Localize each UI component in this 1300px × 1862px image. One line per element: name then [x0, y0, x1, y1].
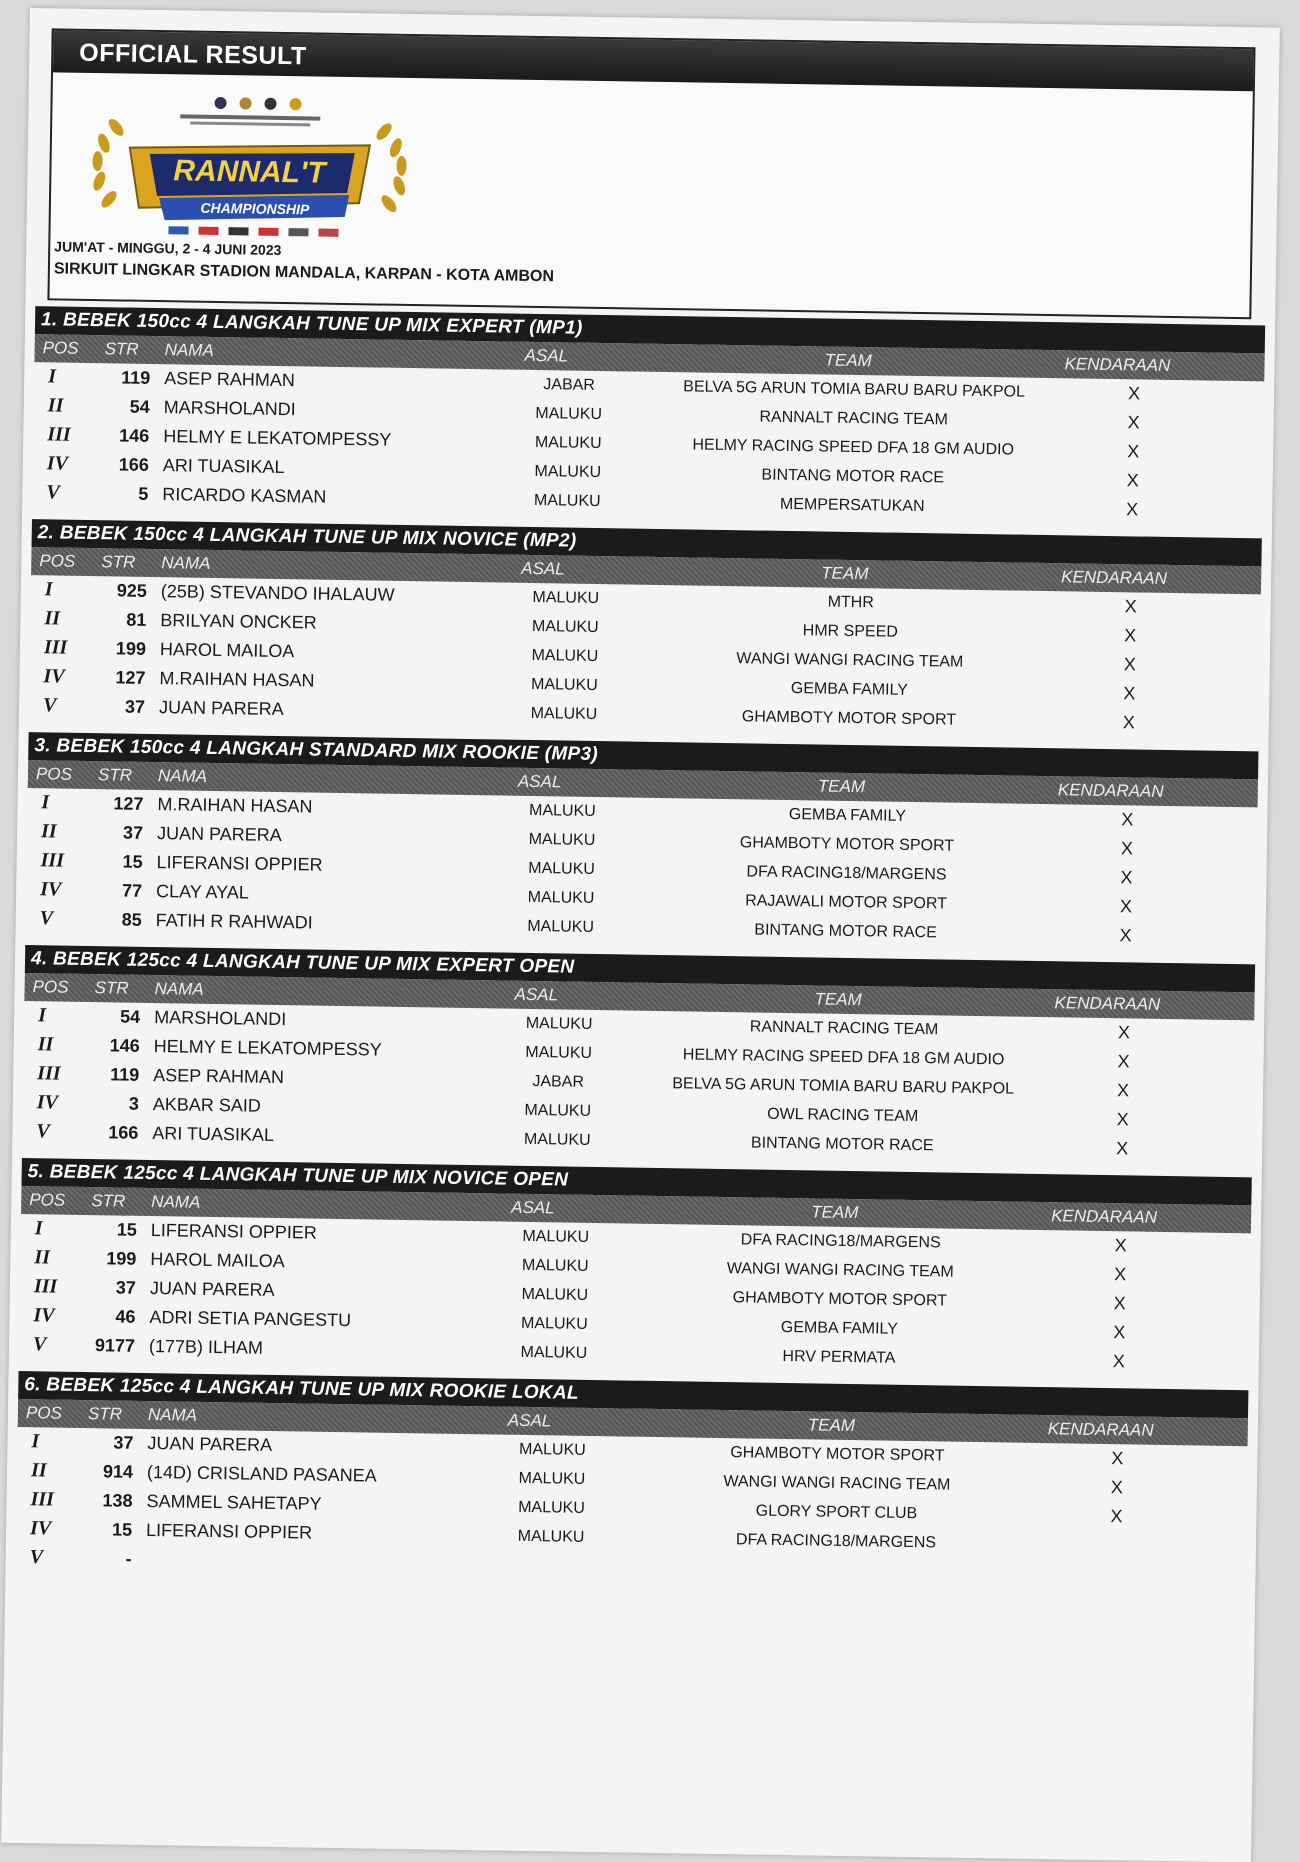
start-number-cell: 199	[115, 638, 147, 659]
origin-cell: MALUKU	[518, 1469, 586, 1488]
team-cell: GEMBA FAMILY	[780, 1318, 899, 1338]
column-header-asal: ASAL	[521, 558, 565, 579]
origin-cell: JABAR	[532, 1073, 585, 1091]
column-header-team: TEAM	[824, 350, 872, 371]
position-cell: IV	[36, 1091, 59, 1114]
team-cell: BINTANG MOTOR RACE	[750, 1134, 934, 1155]
column-header-str: STR	[91, 1191, 126, 1211]
rider-name-cell: ASEP RAHMAN	[164, 368, 296, 391]
vehicle-check-cell: X	[1120, 867, 1133, 888]
team-cell: HELMY RACING SPEED DFA 18 GM AUDIO	[692, 436, 1015, 459]
position-cell: III	[40, 849, 65, 872]
column-header-nama: NAMA	[147, 1405, 198, 1425]
rider-name-cell: (25B) STEVANDO IHALAUW	[160, 581, 395, 605]
vehicle-check-cell: X	[1111, 1448, 1124, 1469]
vehicle-check-cell: X	[1126, 470, 1139, 491]
result-section	[15, 1371, 1248, 1591]
column-header-nama: NAMA	[154, 979, 204, 999]
team-cell: OWL RACING TEAM	[767, 1105, 919, 1126]
start-number-cell: 46	[115, 1306, 136, 1327]
team-cell: HRV PERMATA	[782, 1347, 896, 1367]
result-sheet	[1, 8, 1280, 1862]
rider-name-cell: M.RAIHAN HASAN	[157, 794, 313, 817]
result-rows	[25, 788, 1257, 952]
start-number-cell: 127	[113, 793, 144, 814]
column-header-asal: ASAL	[514, 984, 559, 1005]
column-header-pos: POS	[25, 1403, 62, 1423]
rider-name-cell: SAMMEL SAHETAPY	[146, 1491, 322, 1514]
rider-name-cell: CLAY AYAL	[155, 881, 250, 903]
origin-cell: MALUKU	[518, 1498, 585, 1517]
header-bar	[53, 30, 1254, 91]
rider-name-cell: JUAN PARERA	[158, 697, 284, 720]
vehicle-check-cell: X	[1127, 412, 1140, 433]
start-number-cell: 5	[138, 483, 149, 504]
origin-cell: JABAR	[543, 376, 596, 394]
origin-cell: MALUKU	[528, 830, 596, 849]
vehicle-check-cell: X	[1116, 1109, 1129, 1130]
position-cell: V	[36, 1120, 50, 1143]
result-section	[19, 1158, 1252, 1378]
start-number-cell: 54	[119, 1006, 141, 1027]
team-cell: BINTANG MOTOR RACE	[754, 921, 937, 942]
column-header-asal: ASAL	[524, 345, 569, 366]
column-header-pos: POS	[39, 551, 76, 571]
rider-name-cell: M.RAIHAN HASAN	[159, 668, 315, 691]
position-cell: IV	[46, 452, 69, 475]
start-number-cell: 77	[121, 880, 143, 901]
team-cell: GLORY SPORT CLUB	[755, 1502, 918, 1523]
team-cell: BELVA 5G ARUN TOMIA BARU BARU PAKPOL	[672, 1075, 1015, 1098]
start-number-cell: 119	[110, 1064, 140, 1085]
team-cell: GEMBA FAMILY	[788, 806, 907, 825]
origin-cell: MALUKU	[525, 1043, 593, 1062]
team-cell: WANGI WANGI RACING TEAM	[736, 650, 964, 671]
column-header-pos: POS	[42, 338, 79, 358]
rider-name-cell: ARI TUASIKAL	[162, 455, 285, 478]
vehicle-check-cell: X	[1116, 1080, 1130, 1101]
column-header-kendaraan: KENDARAAN	[1054, 993, 1161, 1014]
rider-name-cell: MARSHOLANDI	[163, 397, 296, 420]
start-number-cell: 166	[108, 1122, 139, 1143]
position-cell: II	[40, 820, 57, 843]
column-header-str: STR	[101, 552, 136, 572]
column-header-team: TEAM	[821, 563, 869, 584]
team-cell: DFA RACING18/MARGENS	[735, 1531, 937, 1552]
svg-text:RANNAL'T: RANNAL'T	[173, 154, 326, 190]
result-section	[32, 306, 1265, 526]
vehicle-check-cell: X	[1124, 596, 1137, 617]
position-cell: II	[34, 1246, 51, 1269]
vehicle-check-cell: X	[1126, 499, 1139, 520]
team-cell: MEMPERSATUKAN	[779, 495, 925, 516]
team-cell: HMR SPEED	[802, 622, 898, 641]
team-cell: DFA RACING18/MARGENS	[746, 863, 947, 884]
vehicle-check-cell: X	[1127, 383, 1141, 404]
result-rows	[29, 575, 1261, 739]
origin-cell: MALUKU	[535, 404, 603, 424]
vehicle-check-cell: X	[1114, 1264, 1127, 1285]
start-number-cell: 146	[119, 425, 150, 446]
vehicle-check-cell: X	[1122, 712, 1136, 733]
rider-name-cell: LIFERANSI OPPIER	[150, 1220, 318, 1243]
origin-cell: MALUKU	[523, 1130, 591, 1149]
start-number-cell: 925	[116, 580, 148, 601]
position-cell: I	[44, 578, 53, 601]
start-number-cell: 15	[122, 851, 143, 872]
rider-name-cell: ARI TUASIKAL	[152, 1123, 275, 1145]
rider-name-cell: AKBAR SAID	[152, 1094, 261, 1116]
start-number-cell: 138	[102, 1490, 133, 1511]
position-cell: V	[46, 481, 60, 504]
column-header-team: TEAM	[811, 1202, 859, 1223]
rider-name-cell: FATIH R RAHWADI	[155, 910, 313, 933]
origin-cell: MALUKU	[528, 801, 596, 820]
rider-name-cell: RICARDO KASMAN	[162, 484, 327, 507]
position-cell: IV	[39, 878, 62, 901]
rider-name-cell: JUAN PARERA	[156, 823, 282, 846]
origin-cell: MALUKU	[533, 491, 601, 511]
start-number-cell: 37	[122, 822, 144, 843]
vehicle-check-cell: X	[1119, 925, 1132, 946]
team-cell: GHAMBOTY MOTOR SPORT	[730, 1444, 945, 1465]
rider-name-cell: LIFERANSI OPPIER	[156, 852, 323, 875]
column-header-team: TEAM	[814, 989, 862, 1010]
result-section	[25, 732, 1258, 952]
team-cell: HELMY RACING SPEED DFA 18 GM AUDIO	[682, 1046, 1005, 1069]
event-date: JUM'AT - MINGGU, 2 - 4 JUNI 2023	[54, 238, 282, 258]
result-rows	[15, 1427, 1247, 1591]
origin-cell: MALUKU	[528, 859, 596, 878]
svg-text:CHAMPIONSHIP: CHAMPIONSHIP	[200, 199, 310, 218]
position-cell: V	[42, 694, 57, 717]
section-title: 5. BEBEK 125cc 4 LANGKAH TUNE UP MIX NOVICE OPEN	[21, 1158, 1251, 1205]
result-section	[29, 519, 1262, 739]
vehicle-check-cell	[1086, 1560, 1146, 1561]
origin-cell: MALUKU	[521, 1285, 589, 1304]
rider-name-cell: JUAN PARERA	[149, 1278, 275, 1300]
start-number-cell: 119	[121, 367, 151, 388]
column-header-asal: ASAL	[511, 1197, 555, 1218]
column-header-nama: NAMA	[151, 1192, 201, 1212]
result-section	[22, 945, 1255, 1165]
start-number-cell: 9177	[94, 1335, 136, 1356]
result-rows	[32, 362, 1264, 526]
rider-name-cell: LIFERANSI OPPIER	[145, 1520, 313, 1543]
column-header-pos: POS	[32, 977, 69, 997]
origin-cell: MALUKU	[522, 1227, 590, 1246]
origin-cell: MALUKU	[521, 1256, 589, 1275]
origin-cell: MALUKU	[530, 704, 598, 723]
position-cell: I	[41, 791, 50, 814]
position-cell: III	[47, 423, 71, 446]
vehicle-check-cell: X	[1123, 654, 1136, 675]
section-title: 6. BEBEK 125cc 4 LANGKAH TUNE UP MIX ROOKIE LOKAL	[18, 1371, 1248, 1418]
team-cell: GHAMBOTY MOTOR SPORT	[741, 708, 957, 729]
rider-name-cell: JUAN PARERA	[147, 1433, 273, 1455]
column-header-nama: NAMA	[157, 766, 208, 786]
team-cell: WANGI WANGI RACING TEAM	[726, 1260, 954, 1281]
start-number-cell: 914	[102, 1461, 134, 1482]
origin-cell: MALUKU	[531, 617, 599, 637]
page-title: OFFICIAL RESULT	[79, 38, 307, 71]
start-number-cell: 37	[115, 1277, 137, 1298]
origin-cell: MALUKU	[520, 1314, 588, 1333]
origin-cell: MALUKU	[527, 917, 595, 936]
column-header-kendaraan: KENDARAAN	[1051, 1206, 1158, 1227]
event-venue: SIRKUIT LINGKAR STADION MANDALA, KARPAN - KOTA AMBON	[53, 260, 555, 286]
position-cell: II	[44, 607, 61, 630]
position-cell: IV	[43, 665, 65, 688]
team-cell: WANGI WANGI RACING TEAM	[723, 1473, 951, 1494]
rider-name-cell: HELMY E LEKATOMPESSY	[163, 426, 392, 450]
vehicle-check-cell: X	[1126, 441, 1140, 462]
team-cell: BELVA 5G ARUN TOMIA BARU BARU PAKPOL	[683, 378, 1026, 401]
rider-name-cell: (177B) ILHAM	[148, 1336, 264, 1358]
column-header-str: STR	[97, 765, 133, 785]
start-number-cell: 54	[129, 396, 150, 417]
result-rows	[19, 1214, 1251, 1378]
header-box	[47, 28, 1255, 319]
vehicle-check-cell: X	[1121, 809, 1134, 830]
team-cell: RANNALT RACING TEAM	[749, 1018, 939, 1039]
start-number-cell: 85	[121, 909, 142, 930]
position-cell: I	[31, 1430, 40, 1453]
position-cell: V	[29, 1546, 44, 1569]
column-header-asal: ASAL	[517, 771, 562, 792]
position-cell: V	[32, 1333, 47, 1356]
start-number-cell: 166	[118, 454, 149, 475]
column-header-pos: POS	[35, 764, 73, 784]
vehicle-check-cell: X	[1110, 1506, 1123, 1527]
column-header-kendaraan: KENDARAAN	[1064, 354, 1171, 375]
column-header-nama: NAMA	[161, 553, 211, 573]
vehicle-check-cell: X	[1110, 1477, 1124, 1498]
section-title: 4. BEBEK 125cc 4 LANGKAH TUNE UP MIX EXPERT OPEN	[25, 945, 1255, 992]
column-header-kendaraan: KENDARAAN	[1061, 567, 1168, 588]
start-number-cell: 3	[128, 1093, 139, 1114]
start-number-cell: 15	[116, 1219, 137, 1240]
rider-name-cell: ADRI SETIA PANGESTU	[149, 1307, 352, 1331]
start-number-cell: 15	[111, 1519, 133, 1540]
championship-logo	[68, 89, 430, 255]
team-cell: MTHR	[827, 593, 875, 612]
position-cell: I	[48, 365, 57, 388]
team-cell: RANNALT RACING TEAM	[759, 408, 949, 429]
position-cell: II	[37, 1033, 54, 1056]
position-cell: IV	[29, 1517, 52, 1540]
section-title: 2. BEBEK 150cc 4 LANGKAH TUNE UP MIX NOVICE (MP2)	[32, 519, 1262, 566]
rider-name-cell: HAROL MAILOA	[159, 639, 295, 662]
vehicle-check-cell: X	[1117, 1022, 1131, 1043]
vehicle-check-cell: X	[1114, 1235, 1127, 1256]
position-cell: III	[43, 636, 68, 659]
column-header-str: STR	[104, 339, 139, 359]
origin-cell: MALUKU	[530, 675, 598, 695]
position-cell: III	[33, 1275, 58, 1298]
vehicle-check-cell: X	[1117, 1051, 1130, 1072]
vehicle-check-cell: X	[1113, 1322, 1126, 1343]
team-cell: GEMBA FAMILY	[790, 680, 909, 699]
rider-name-cell: BRILYAN ONCKER	[160, 610, 317, 633]
start-number-cell: 146	[109, 1035, 140, 1056]
team-cell: BINTANG MOTOR RACE	[761, 466, 945, 487]
vehicle-check-cell: X	[1116, 1138, 1129, 1159]
position-cell: II	[47, 394, 64, 417]
origin-cell: MALUKU	[527, 888, 595, 907]
origin-cell: MALUKU	[532, 588, 600, 608]
column-header-str: STR	[94, 978, 129, 998]
position-cell: III	[37, 1062, 61, 1085]
team-cell: DFA RACING18/MARGENS	[740, 1231, 941, 1252]
column-header-kendaraan: KENDARAAN	[1057, 780, 1164, 801]
origin-cell: MALUKU	[520, 1343, 588, 1362]
rider-name-cell: HAROL MAILOA	[150, 1249, 285, 1272]
position-cell: IV	[33, 1304, 55, 1327]
vehicle-check-cell: X	[1123, 683, 1136, 704]
column-header-team: TEAM	[817, 776, 866, 797]
vehicle-check-cell	[1086, 1531, 1146, 1532]
result-rows	[22, 1001, 1254, 1165]
team-cell: GHAMBOTY MOTOR SPORT	[739, 834, 955, 855]
team-cell: RAJAWALI MOTOR SPORT	[745, 892, 948, 913]
rider-name-cell: HELMY E LEKATOMPESSY	[153, 1036, 382, 1060]
vehicle-check-cell: X	[1112, 1351, 1126, 1372]
origin-cell: MALUKU	[531, 646, 599, 666]
start-number-cell: 81	[126, 609, 147, 630]
vehicle-check-cell: X	[1113, 1293, 1126, 1314]
position-cell: V	[39, 907, 54, 930]
origin-cell: MALUKU	[534, 462, 602, 482]
section-title: 1. BEBEK 150cc 4 LANGKAH TUNE UP MIX EXPERT (MP1)	[35, 306, 1265, 353]
origin-cell: MALUKU	[517, 1527, 585, 1546]
results-sections	[15, 306, 1265, 1603]
section-title: 3. BEBEK 150cc 4 LANGKAH STANDARD MIX ROOKIE (MP3)	[28, 732, 1258, 779]
origin-cell: MALUKU	[524, 1101, 592, 1120]
start-number-cell: -	[125, 1548, 132, 1569]
column-header-team: TEAM	[807, 1415, 856, 1436]
vehicle-check-cell: X	[1120, 838, 1134, 859]
origin-cell: MALUKU	[525, 1014, 593, 1033]
position-cell: III	[30, 1488, 55, 1511]
origin-cell: MALUKU	[534, 433, 602, 453]
position-cell: I	[34, 1217, 43, 1240]
column-header-asal: ASAL	[507, 1410, 552, 1431]
start-number-cell: 37	[113, 1432, 134, 1453]
rider-name-cell: (14D) CRISLAND PASANEA	[146, 1462, 377, 1486]
start-number-cell: 127	[115, 667, 146, 688]
start-number-cell: 37	[124, 696, 146, 717]
vehicle-check-cell: X	[1124, 625, 1137, 646]
column-header-pos: POS	[29, 1190, 66, 1210]
position-cell: I	[38, 1004, 47, 1027]
team-cell: GHAMBOTY MOTOR SPORT	[732, 1289, 948, 1310]
origin-cell: MALUKU	[518, 1440, 586, 1459]
start-number-cell: 199	[106, 1248, 137, 1269]
vehicle-check-cell: X	[1119, 896, 1133, 917]
rider-name-cell: ASEP RAHMAN	[153, 1065, 285, 1088]
column-header-kendaraan: KENDARAAN	[1047, 1419, 1154, 1440]
position-cell: II	[30, 1459, 47, 1482]
column-header-str: STR	[87, 1404, 123, 1424]
rider-name-cell: MARSHOLANDI	[154, 1007, 287, 1030]
column-header-nama: NAMA	[164, 340, 214, 360]
